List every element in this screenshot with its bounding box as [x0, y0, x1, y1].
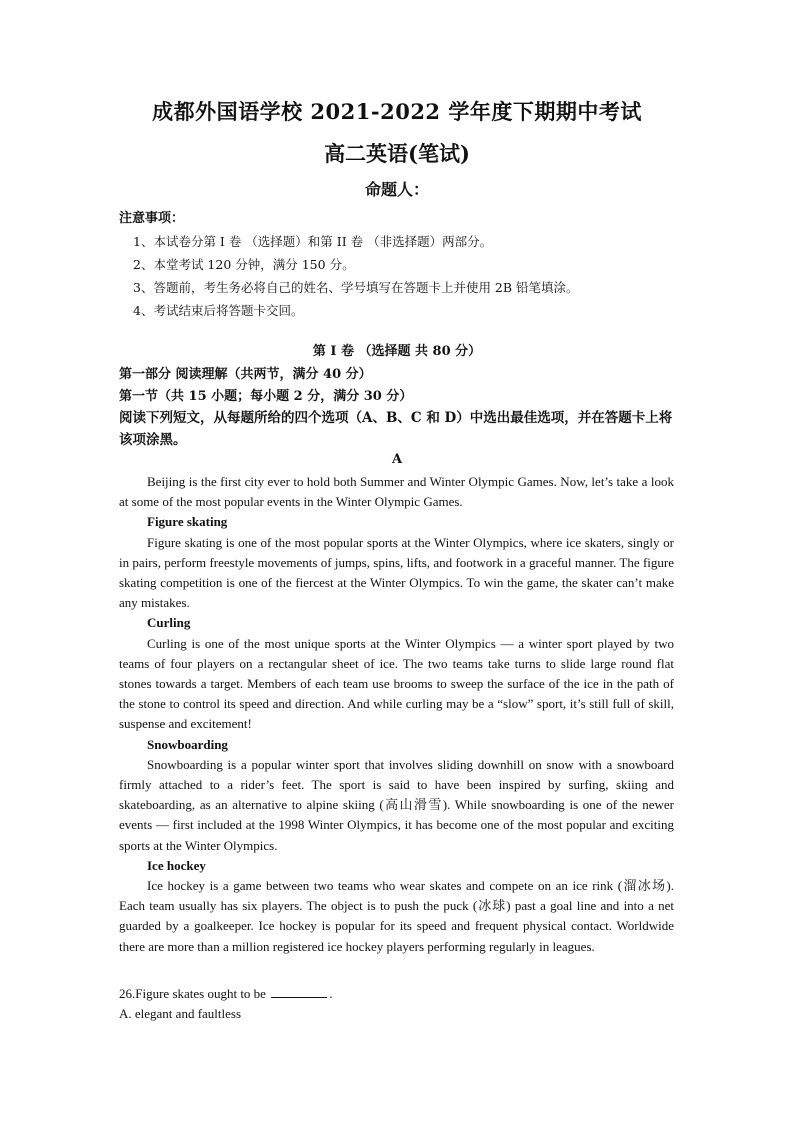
question-stem-end: .: [329, 986, 333, 1001]
part-title: 第一部分 阅读理解（共两节，满分 40 分）: [119, 367, 372, 382]
section-heading-curling: Curling: [147, 615, 191, 631]
notice-item: 4、考试结束后将答题卡交回。: [133, 303, 304, 318]
question-stem: [119, 984, 332, 1004]
passage-letter: A: [391, 452, 403, 467]
school-exam-title: 成都外国语学校 2021-2022 学年度下期期中考试: [152, 99, 642, 124]
section-heading-snowboarding: Snowboarding: [147, 736, 228, 752]
question-26: [119, 984, 332, 1024]
author-label: 命题人：: [364, 180, 429, 199]
option-a: A. elegant and faultless: [119, 1006, 242, 1021]
section-heading-ice-hockey: Ice hockey: [147, 857, 206, 873]
notice-list: [133, 230, 579, 322]
notice-item: 3、答题前，考生务必将自己的姓名、学号填写在答题卡上并使用 2B 铅笔填涂。: [133, 280, 579, 295]
subsection-title: 第一节（共 15 小题；每小题 2 分，满分 30 分）: [119, 389, 413, 404]
notice-item: 2、本堂考试 120 分钟，满分 150 分。: [133, 257, 355, 272]
notice-item: 1、本试卷分第 I 卷 （选择题）和第 II 卷 （非选择题）两部分。: [133, 234, 493, 249]
subject-title: 高二英语(笔试): [324, 141, 470, 166]
section-heading-figure-skating: Figure skating: [147, 514, 228, 530]
passage-intro: Beijing is the first city ever to hold both Summer and Winter Olympic Games. Now, let’s take a look at some of the most popular events in the Winter Olympic Games.: [119, 474, 674, 510]
section-text-ice-hockey: Ice hockey is a game between two teams who wear skates and compete on an ice rink (溜冰场). Each team usually has six players. The object is to push the puck (冰球) past a goal line and into a net guarded by a goalkeeper. Ice hockey is popular for its speed and frequent physical contact. Worldwide there are more than a million registered ice hockey players performing regularly in leagues.: [119, 878, 674, 954]
section-text-snowboarding: Snowboarding is a popular winter sport that involves sliding downhill on snow with a snowboard firmly attached to a rider’s feet. The sport is said to have been inspired by surfing, skiing and skateboarding, as an alternative to alpine skiing (高山滑雪). While snowboarding is one of the newer events — first included at the 1998 Winter Olympics, it has become one of the most popular and exciting sports at the Winter Olympics.: [119, 756, 674, 853]
notice-heading: 注意事项：: [119, 211, 185, 226]
section-text-curling: Curling is one of the most unique sports at the Winter Olympics — a winter sport played by two teams of four players on a rectangular sheet of ice. The two teams take turns to slide large round flat stones towards a target. Members of each team use brooms to sweep the surface of the ice in the path of the stone to control its speed and direction. And while curling may be a “slow” sport, it’s still full of skill, suspense and excitement!: [119, 635, 674, 732]
volume-title: 第 I 卷 （选择题 共 80 分）: [312, 344, 482, 359]
question-stem-text: 26.Figure skates ought to be: [119, 986, 266, 1001]
section-text-figure-skating: Figure skating is one of the most popular sports at the Winter Olympics, where ice skaters, singly or in pairs, perform freestyle movements of jumps, spins, lifts, and footwork in a graceful manner. The figure skating competition is one of the fiercest at the Winter Olympics. To win the game, the skater can’t make any mistakes.: [119, 534, 674, 611]
reading-passage: [119, 472, 674, 957]
reading-instruction: 阅读下列短文，从每题所给的四个选项（A、B、C 和 D）中选出最佳选项，并在答题卡上将该项涂黑。: [119, 410, 673, 448]
answer-blank: [271, 985, 327, 998]
